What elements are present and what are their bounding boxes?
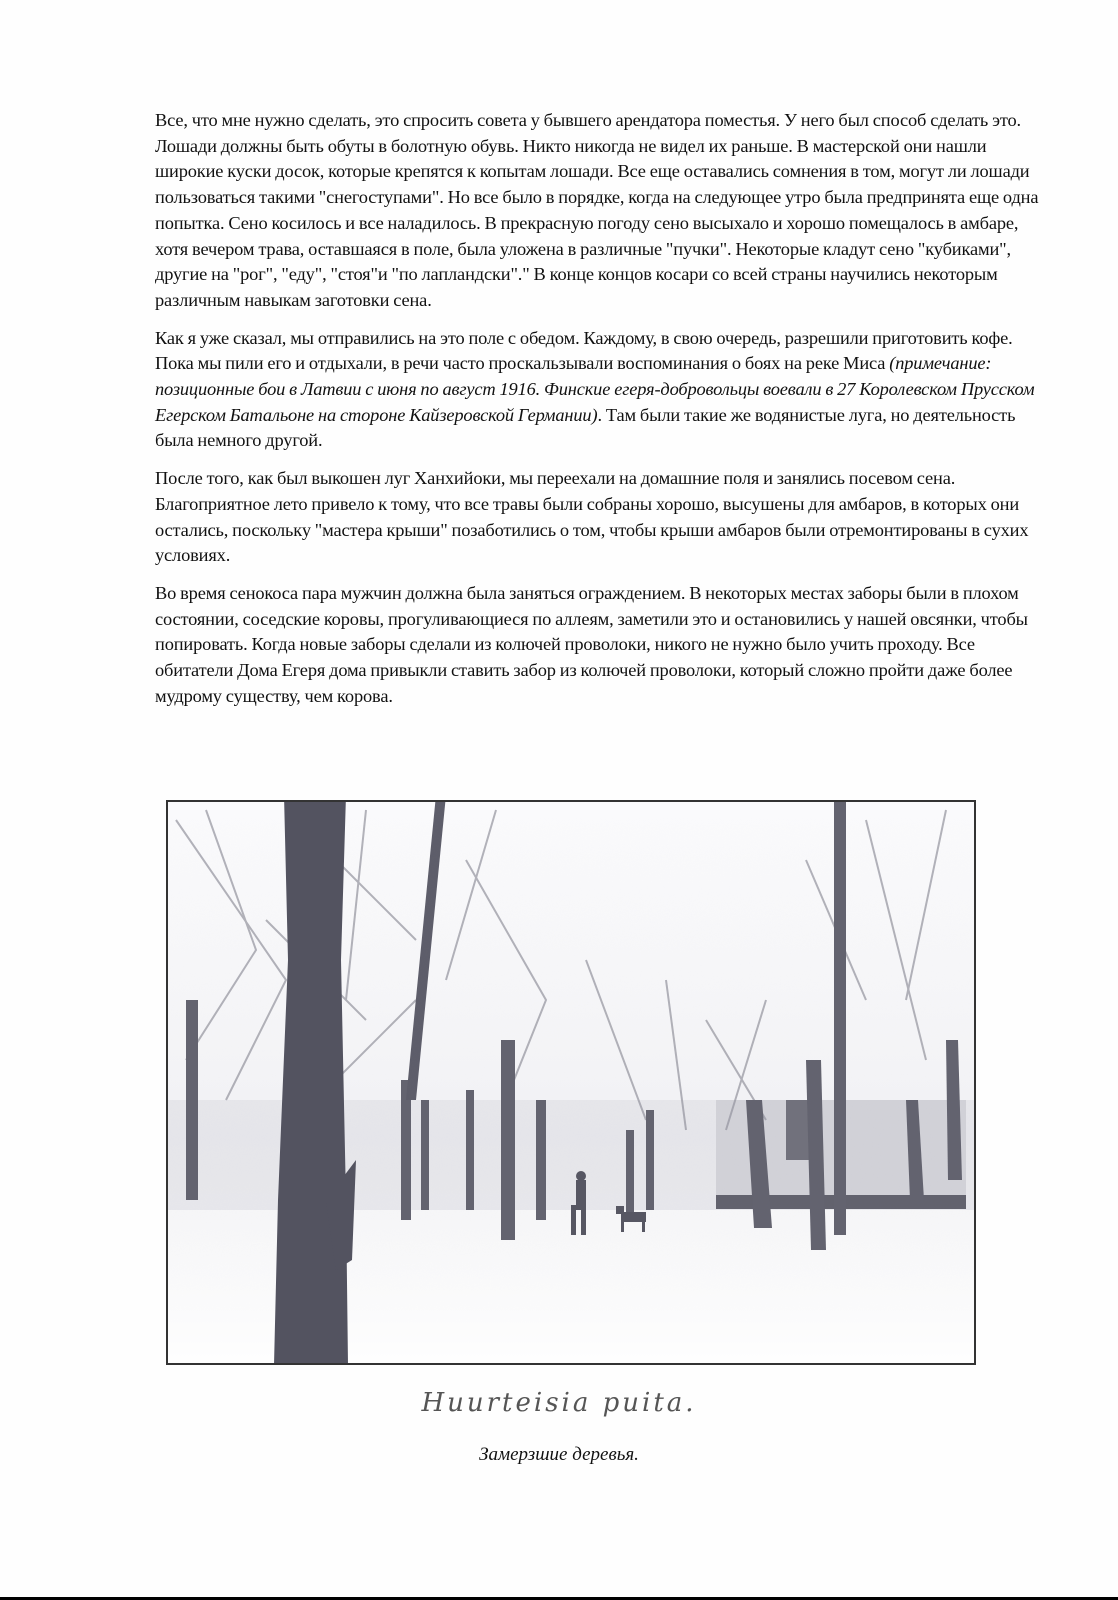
historical-note: (примечание: позиционные бои в Латвии с июня по август 1916. Финские егеря-добровольцы воевали в 27 Королевском Прусском Егерском Батальоне на стороне Кайзеровской Германии) xyxy=(155,353,1035,425)
photo-grain xyxy=(166,800,976,1365)
body-text xyxy=(155,108,1047,721)
paragraph-2-after: . Там были такие же водянистые луга, но деятельность была немного другой. xyxy=(155,404,1016,451)
paragraph-2-before: Как я уже сказал, мы отправились на это поле с обедом. Каждому, в свою очередь, разрешили приготовить кофе. Пока мы пили его и отдыхали, в речи часто проскальзывали воспоминания о боях на реке Миса xyxy=(155,327,1013,374)
photo-illustration xyxy=(166,800,976,1365)
paragraph-2 xyxy=(155,326,1047,455)
caption-original-finnish: Huurteisia puita. xyxy=(421,1388,697,1418)
paragraph-4: Во время сенокоса пара мужчин должна была заняться ограждением. В некоторых местах заборы были в плохом состоянии, соседские коровы, прогуливающиеся по аллеям, заметили это и остановились у нашей овсянки, чтобы попировать. Когда новые заборы сделали из колючей проволоки, никого не нужно было учить проходу. Все обитатели Дома Егеря дома привыкли ставить забор из колючей проволоки, который сложно пройти даже более мудрому существу, чем корова. xyxy=(155,582,1028,706)
paragraph-1: Все, что мне нужно сделать, это спросить совета у бывшего арендатора поместья. У него был способ сделать это. Лошади должны быть обуты в болотную обувь. Никто никогда не видел их раньше. В мастерской они нашли широкие куски досок, которые крепятся к копытам лошади. Все еще оставались сомнения в том, могут ли лошади пользоваться такими "снегоступами". Но все было в порядке, когда на следующее утро была предпринята еще одна попытка. Сено косилось и все наладилось. В прекрасную погоду сено высыхало и хорошо помещалось в амбаре, хотя вечером трава, оставшаяся в поле, была уложена в различные "пучки". Некоторые кладут сено "кубиками", другие на "рог", "еду", "стоя"и "по лапландски"." В конце концов косари со всей страны научились некоторым различным навыкам заготовки сена. xyxy=(155,110,1039,310)
caption-translation: Замерзшие деревья. xyxy=(479,1444,639,1465)
paragraph-3: После того, как был выкошен луг Ханхийоки, мы переехали на домашние поля и занялись посевом сена. Благоприятное лето привело к тому, что все травы были собраны хорошо, высушены для амбаров, в которых они остались, поскольку "мастера крыши" позаботились о том, чтобы крыши амбаров были отремонтированы в сухих условиях. xyxy=(155,468,1029,566)
winter-trees-photo xyxy=(166,800,976,1365)
